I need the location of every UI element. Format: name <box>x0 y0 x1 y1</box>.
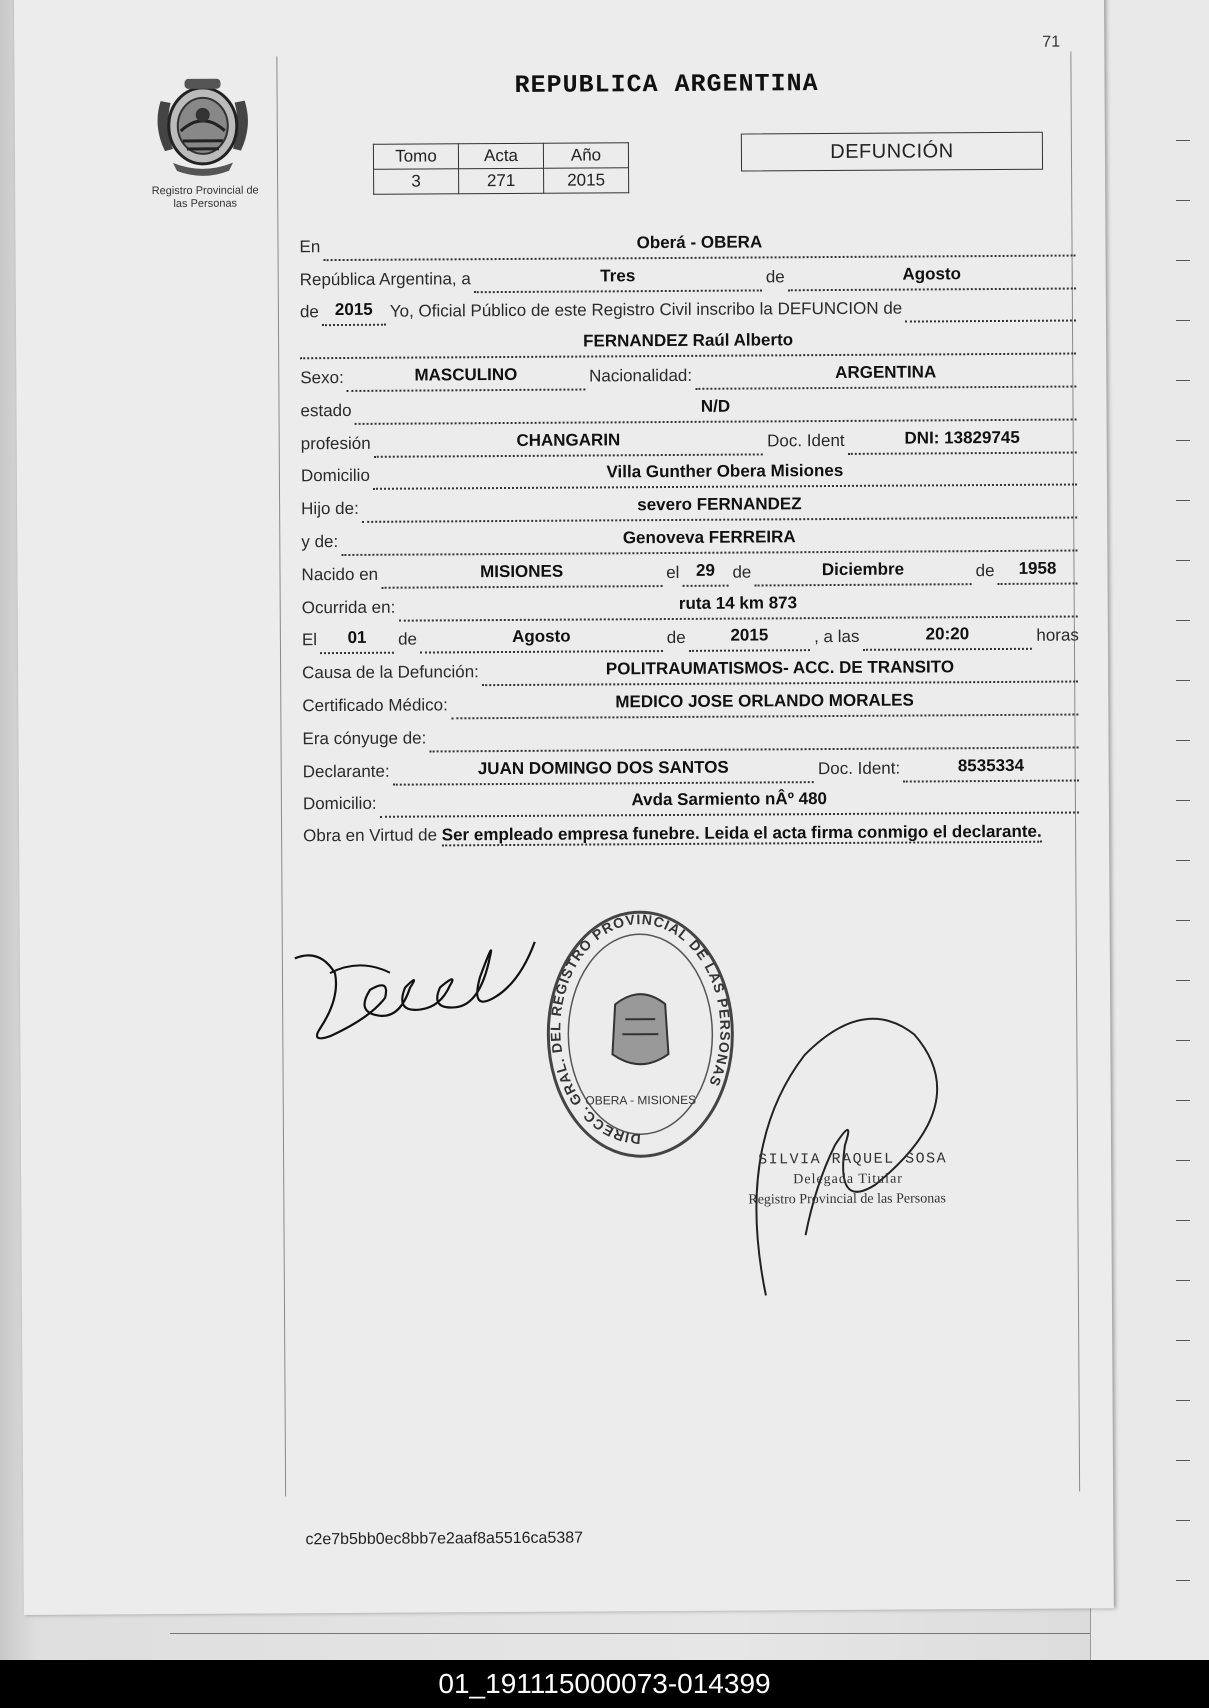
ocurrida-value: ruta 14 km 873 <box>398 591 1078 621</box>
padre-value: severo FERNANDEZ <box>362 493 1078 523</box>
crest-caption-line1: Registro Provincial de <box>151 184 259 198</box>
def-de-label-2: de <box>666 628 686 648</box>
row-profesion <box>301 420 1081 458</box>
nac-anio: 1958 <box>997 558 1077 584</box>
de-label: de <box>765 266 785 287</box>
death-certificate-page <box>14 0 1114 1615</box>
decl-domicilio-label: Domicilio: <box>302 794 377 814</box>
nacido-value: MISIONES <box>381 561 662 589</box>
doc-value: DNI: 13829745 <box>848 427 1077 454</box>
registrar-role: Delegada Titular <box>793 1171 903 1188</box>
madre-value: Genoveva FERREIRA <box>341 525 1077 555</box>
document-hash: c2e7b5bb0ec8bb7e2aaf8a5516ca5387 <box>305 1529 584 1549</box>
profesion-label: profesión <box>300 433 371 453</box>
header-acta: Acta <box>458 143 543 169</box>
row-en <box>299 223 1079 261</box>
footer-document-id: 01_191115000073-014399 <box>438 1668 771 1699</box>
row-domicilio <box>301 453 1081 491</box>
crest-caption-line2: las Personas <box>173 197 238 211</box>
en-value: Oberá - OBERA <box>323 230 1075 261</box>
causa-label: Causa de la Defunción: <box>302 662 479 683</box>
declarant-signature-icon <box>290 917 541 1049</box>
registry-seal-icon <box>540 904 742 1165</box>
row-inscribo <box>300 289 1080 327</box>
seal-outer-text: DIRECC. GRAL. DEL REGISTRO PROVINCIAL DE LAS PERSONAS <box>547 911 734 1148</box>
row-causa <box>302 650 1082 688</box>
hijo-label: Hijo de: <box>301 499 359 519</box>
El-label: El <box>301 630 318 650</box>
def-dia: 01 <box>320 628 394 654</box>
nac-de-label-2: de <box>975 560 995 580</box>
en-label: En <box>299 236 321 257</box>
certificado-label: Certificado Médico: <box>302 695 448 716</box>
row-fecha <box>300 256 1080 294</box>
misiones-crest-icon <box>142 70 263 181</box>
nac-dia: 29 <box>682 560 728 586</box>
declarante-label: Declarante: <box>302 761 390 781</box>
row-decl-domicilio <box>303 781 1083 819</box>
header-anio: Año <box>543 143 628 169</box>
def-hora: 20:20 <box>862 624 1032 651</box>
domicilio-value: Villa Gunther Obera Misiones <box>373 460 1077 490</box>
def-anio: 2015 <box>689 626 811 653</box>
obra-value: Ser empleado empresa funebre. Leida el acta firma conmigo el declarante. <box>441 822 1042 845</box>
row-declarante <box>303 748 1083 786</box>
estado-value: N/D <box>354 394 1076 424</box>
row-fecha-defuncion <box>302 617 1082 655</box>
dia-value: Tres <box>474 265 762 293</box>
row-madre <box>301 519 1081 557</box>
def-de-label: de <box>397 629 418 650</box>
row-certificado <box>302 683 1082 721</box>
inscribo-text: Yo, Oficial Público de este Registro Civil inscribo la DEFUNCION de <box>389 298 903 322</box>
record-table <box>373 142 629 195</box>
mes-value: Agosto <box>788 263 1076 291</box>
causa-value: POLITRAUMATISMOS- ACC. DE TRANSITO <box>482 657 1078 687</box>
alas-label: , a las <box>814 627 860 647</box>
value-tomo: 3 <box>374 169 459 195</box>
anio-value: 2015 <box>322 300 386 326</box>
row-nacido <box>301 551 1081 589</box>
row-padre <box>301 486 1081 524</box>
nacido-label: Nacido en <box>301 564 379 585</box>
nac-de-label: de <box>732 562 752 582</box>
row-nombre <box>300 322 1080 360</box>
domicilio-label: Domicilio <box>300 466 370 486</box>
value-anio: 2015 <box>544 168 629 194</box>
el-label: el <box>666 562 680 582</box>
obra-label: Obra en Virtud de <box>303 825 438 846</box>
nac-mes: Diciembre <box>754 559 971 586</box>
doc-label: Doc. Ident <box>767 430 845 450</box>
conyuge-label: Era cónyuge de: <box>302 728 427 749</box>
certificado-value: MEDICO JOSE ORLANDO MORALES <box>451 689 1079 719</box>
lower-sheet-edge <box>170 1633 1090 1636</box>
certificate-form <box>299 223 1083 847</box>
registrar-name: SILVIA RAQUEL SOSA <box>758 1150 948 1169</box>
decl-domicilio-value: Avda Sarmiento nÂº 480 <box>380 788 1079 818</box>
yde-label: y de: <box>301 531 339 552</box>
decl-doc-label: Doc. Ident: <box>817 758 901 778</box>
crest-caption <box>125 184 285 211</box>
ocurrida-label: Ocurrida en: <box>301 597 396 617</box>
sexo-value: MASCULINO <box>347 365 585 392</box>
page-title: REPUBLICA ARGENTINA <box>514 69 819 100</box>
republica-label: República Argentina, a <box>299 268 471 289</box>
record-type-box: DEFUNCIÓN <box>741 132 1043 172</box>
row-conyuge <box>302 715 1082 753</box>
obra-paragraph <box>303 820 1083 848</box>
profesion-value: CHANGARIN <box>374 429 764 457</box>
nombre-value: FERNANDEZ Raúl Alberto <box>300 329 1076 360</box>
declarante-value: JUAN DOMINGO DOS SANTOS <box>393 757 814 786</box>
row-ocurrida <box>302 584 1082 622</box>
nacionalidad-value: ARGENTINA <box>695 362 1076 390</box>
sexo-label: Sexo: <box>300 367 344 388</box>
def-mes: Agosto <box>420 626 663 653</box>
estado-label: estado <box>300 400 352 421</box>
seal-inner-text: OBERA - MISIONES <box>585 1092 697 1108</box>
registrar-office: Registro Provincial de las Personas <box>748 1191 946 1208</box>
header-tomo: Tomo <box>373 144 458 170</box>
de-label-2: de <box>299 302 319 322</box>
decl-doc-value: 8535334 <box>903 755 1079 782</box>
value-acta: 271 <box>459 168 544 194</box>
nacionalidad-label: Nacionalidad: <box>588 365 693 386</box>
horas-label: horas <box>1036 625 1079 646</box>
row-estado <box>300 387 1080 425</box>
page-number: 71 <box>1042 33 1061 51</box>
row-sexo <box>300 355 1080 393</box>
